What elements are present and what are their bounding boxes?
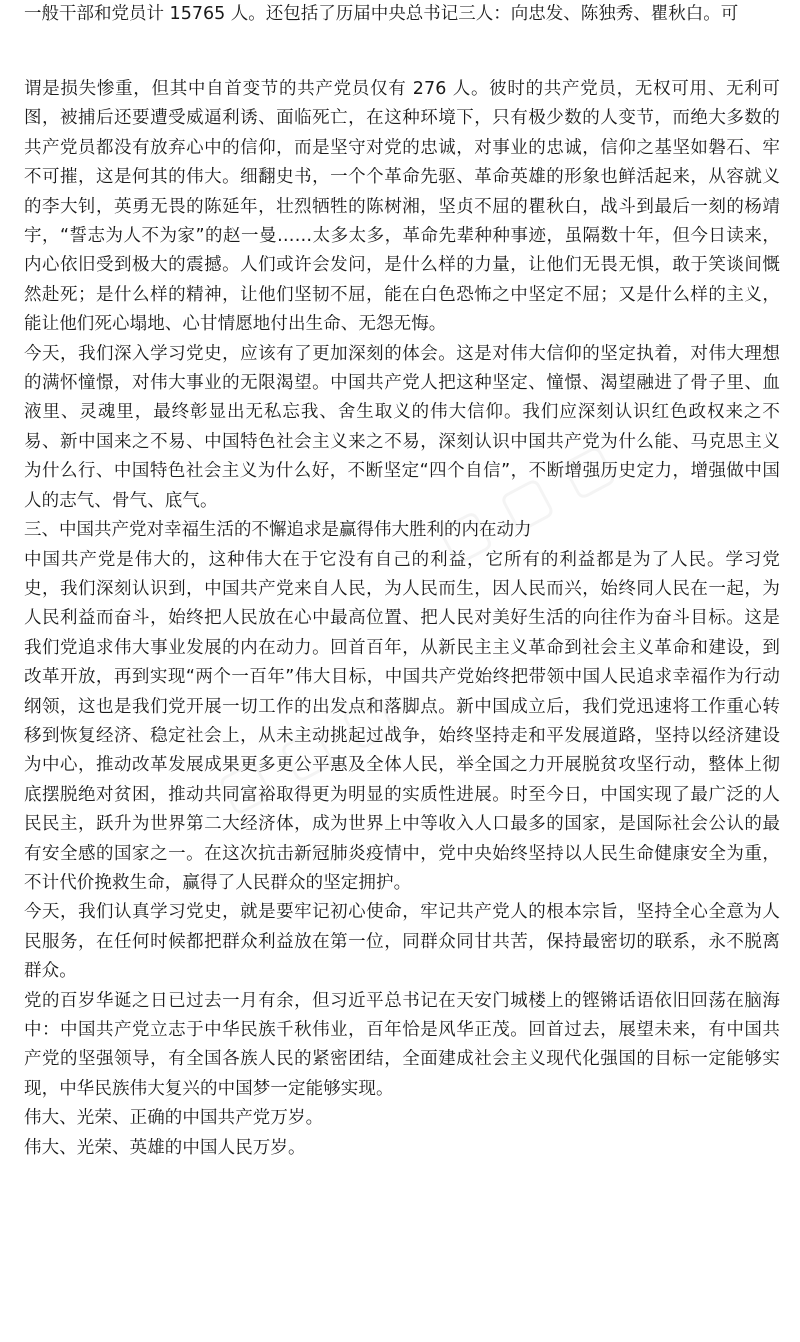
paragraph-party-history-study: 今天，我们深入学习党史，应该有了更加深刻的体会。这是对伟大信仰的坚定执着，对伟大理想的满怀憧憬，对伟大事业的无限渴望。中国共产党人把这种坚定、憧憬、渴望融进了骨子里、血液里、灵魂里，最终彰显出无私忘我、舍生取义的伟大信仰。我们应深刻认识红色政权来之不易、新中国来之不易、中国特色社会主义来之不易，深刻认识中国共产党为什么能、马克思主义为什么行、中国特色社会主义为什么好，不断坚定“四个自信”，不断增强历史定力，增强做中国人的志气、骨气、底气。 xyxy=(24,343,780,511)
paragraph-centenary: 党的百岁华诞之日已过去一月有余，但习近平总书记在天安门城楼上的铿锵话语依旧回荡在脑海中：中国共产党立志于中华民族千秋伟业，百年恰是风华正茂。回首过去，展望未来，有中国共产党的坚强领导，有全国各族人民的紧密团结，全面建成社会主义现代化强国的目标一定能够实现，中华民族伟大复兴的中国梦一定能够实现。 xyxy=(24,990,780,1099)
section-heading-three: 三、中国共产党对幸福生活的不懈追求是赢得伟大胜利的内在动力 xyxy=(24,520,532,541)
cut-off-top-line: 一般干部和党员计 15765 人。还包括了历届中央总书记三人：向忠发、陈独秀、瞿秋白。可 xyxy=(24,4,739,24)
paragraph-serving-people: 中国共产党是伟大的，这种伟大在于它没有自己的利益，它所有的利益都是为了人民。学习党史，我们深刻认识到，中国共产党来自人民，为人民而生，因人民而兴，始终同人民在一起，为人民利益而奋斗，始终把人民放在心中最高位置、把人民对美好生活的向往作为奋斗目标。这是我们党追求伟大事业发展的内在动力。回首百年，从新民主主义革命到社会主义革命和建设，到改革开放，再到实现“两个一百年”伟大目标，中国共产党始终把带领中国人民追求幸福作为行动纲领，这也是我们党开展一切工作的出发点和落脚点。新中国成立后，我们党迅速将工作重心转移到恢复经济、稳定社会上，从未主动挑起过战争，始终坚持走和平发展道路，坚持以经济建设为中心，推动改革发展成果更多更公平惠及全体人民，举全国之力开展脱贫攻坚行动，整体上彻底摆脱绝对贫困，推动共同富裕取得更为明显的实质性进展。时至今日，中国实现了最广泛的人民民主，跃升为世界第二大经济体，成为世界上中等收入人口最多的国家，是国际社会公认的最有安全感的国家之一。在这次抗击新冠肺炎疫情中，党中央始终坚持以人民生命健康安全为重，不计代价挽救生命，赢得了人民群众的坚定拥护。 xyxy=(24,549,780,893)
paragraph-revolutionary-martyrs: 谓是损失惨重，但其中自首变节的共产党员仅有 276 人。彼时的共产党员，无权可用、无利可图，被捕后还要遭受威逼利诱、面临死亡，在这种环境下，只有极少数的人变节，而绝大多数的共产党员都没有放弃心中的信仰，而是坚守对党的忠诚，对事业的忠诚，信仰之基坚如磐石、牢不可摧，这是何其的伟大。细翻史书，一个个革命先驱、革命英雄的形象也鲜活起来，从容就义的李大钊，英勇无畏的陈延年，壮烈牺牲的陈树湘，坚贞不屈的瞿秋白，战斗到最后一刻的杨靖宇，“誓志为人不为家”的赵一曼……太多太多，革命先辈种种事迹，虽隔数十年，但今日读来，内心依旧受到极大的震撼。人们或许会发问，是什么样的力量，让他们无畏无惧，敢于笑谈间慨然赴死；是什么样的精神，让他们坚韧不屈，能在白色恐怖之中坚定不屈；又是什么样的主义，能让他们死心塌地、心甘情愿地付出生命、无怨无悔。 xyxy=(24,79,780,335)
closing-slogan-people: 伟大、光荣、英雄的中国人民万岁。 xyxy=(24,1137,306,1158)
closing-slogan-party: 伟大、光荣、正确的中国共产党万岁。 xyxy=(24,1108,324,1129)
paragraph-original-mission: 今天，我们认真学习党史，就是要牢记初心使命，牢记共产党人的根本宗旨，坚持全心全意为人民服务，在任何时候都把群众利益放在第一位，同群众同甘共苦，保持最密切的联系，永不脱离群众。 xyxy=(24,902,780,982)
article-body xyxy=(24,75,780,1163)
